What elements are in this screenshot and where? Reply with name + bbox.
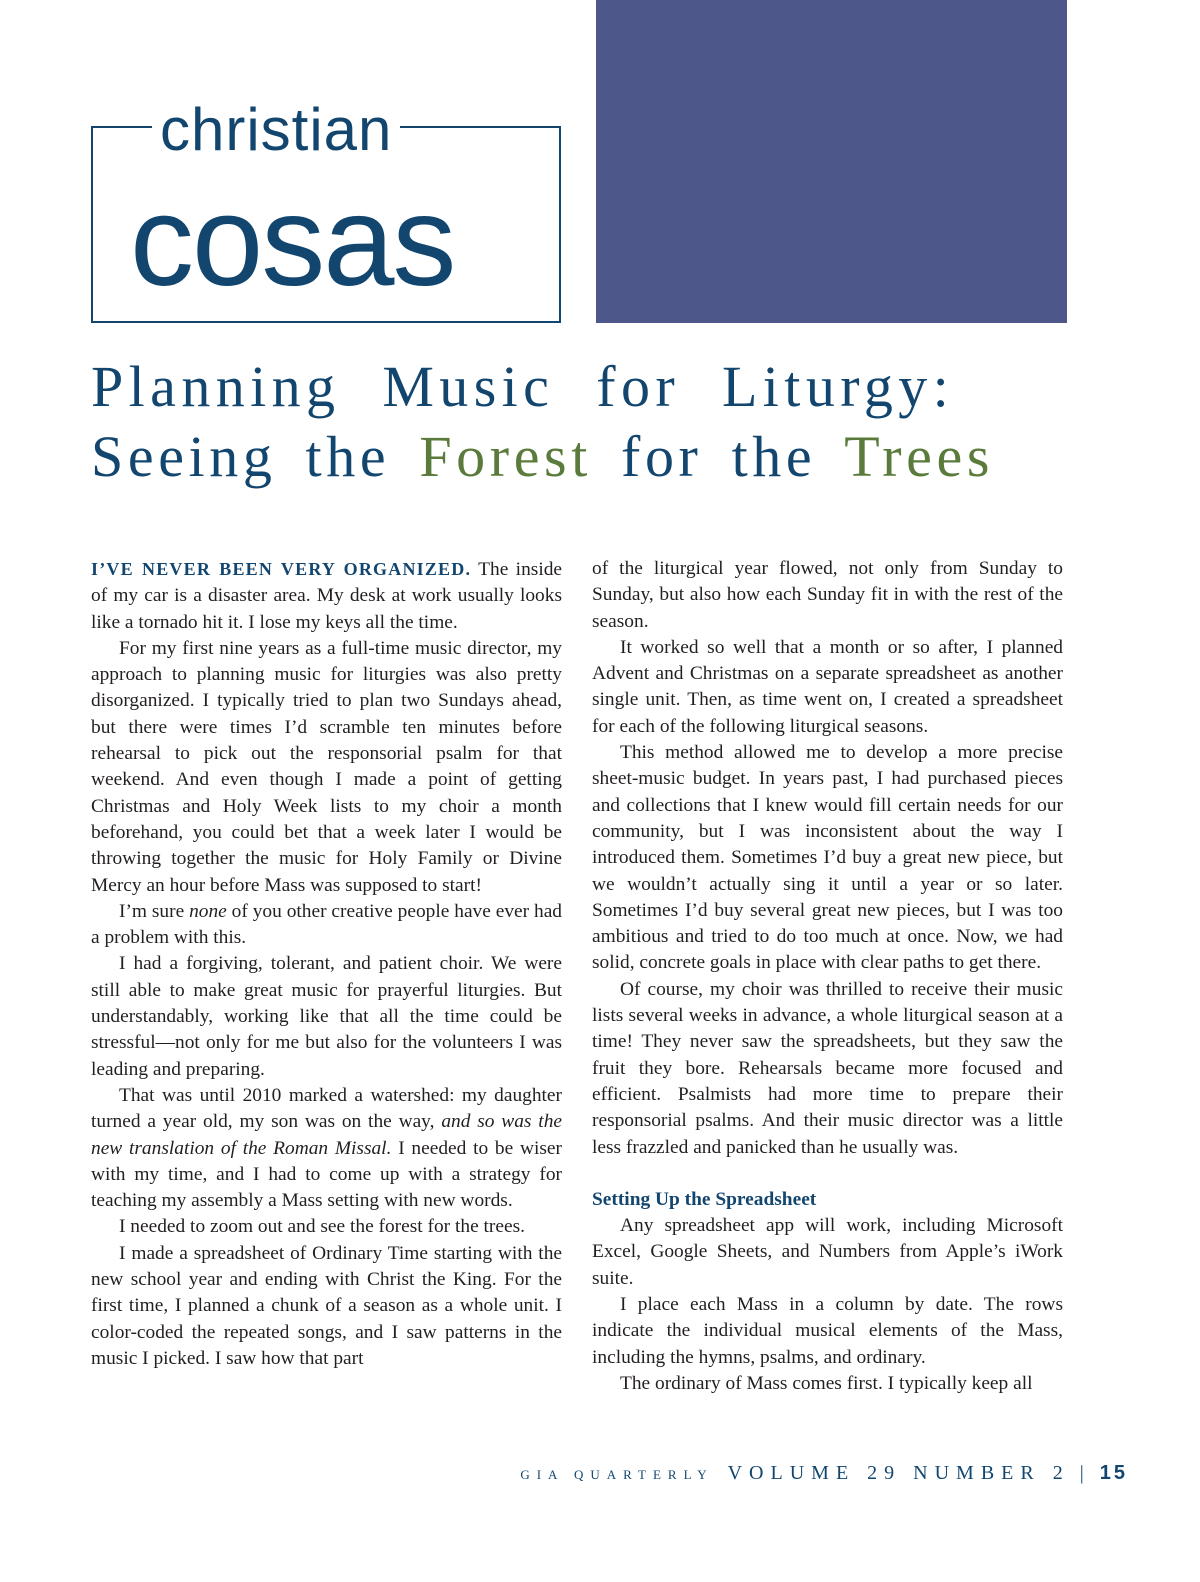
paragraph-1 (91, 556, 562, 636)
lead-in: I’VE NEVER BEEN VERY ORGANIZED. (91, 559, 472, 579)
paragraph-1-text: The inside of my car is a disaster area. My desk at work usually looks like a tornado hit it. I lose my keys all the time. (91, 559, 563, 633)
paragraph-5-pre: That was until 2010 marked a watershed: my daughter turned a year old, my son was on the way, (91, 1084, 562, 1133)
paragraph-12: I place each Mass in a column by date. The rows indicate the individual musical elements of the Mass, including the hymns, psalms, and ordinary. (592, 1294, 1063, 1368)
paragraph-3-pre: I’m sure (119, 900, 190, 922)
masthead-cosas: cosas (130, 170, 455, 313)
masthead-color-block (596, 0, 1067, 323)
article-column-right (592, 556, 1063, 1397)
paragraph-10: Of course, my choir was thrilled to receive their music lists several weeks in advance, a whole liturgical season at a time! They never saw the spreadsheets, but they saw the fruit they bore. Rehearsals became more focused and efficient. Psalmists had more time to prepare their responsorial psalms. And their music director was a little less frazzled and panicked than he usually was. (592, 978, 1063, 1158)
section-heading: Setting Up the Spreadsheet (592, 1188, 817, 1210)
footer-publication: GIA QUARTERLY (520, 1467, 714, 1482)
title-line-1: Planning Music for Liturgy: (91, 354, 955, 419)
paragraph-7-end: of the liturgical year flowed, not only from Sunday to Sunday, but also how each Sunday fit in with the rest of the season. (592, 558, 1063, 632)
paragraph-9: This method allowed me to develop a more precise sheet-music budget. In years past, I had purchased pieces and collections that I knew would fill certain needs for our community, but I was inconsistent about the way I introduced them. Sometimes I’d buy a great new piece, but we wouldn’t actually sing it until a year or so later. Sometimes I’d buy several great new pieces, but I was too ambitious and tried to do too much at once. Now, we had solid, concrete goals in place with clear paths to get there. (592, 742, 1063, 974)
paragraph-3-emphasis: none (189, 900, 227, 922)
title-line-2 (91, 422, 1067, 492)
paragraph-11: Any spreadsheet app will work, including Microsoft Excel, Google Sheets, and Numbers from Apple’s iWork suite. (592, 1215, 1063, 1289)
paragraph-5-post: I needed to be wiser with my time, and I had to come up with a strategy for teaching my assembly a Mass setting with new words. (91, 1137, 562, 1212)
paragraph-8: It worked so well that a month or so after, I planned Advent and Christmas on a separate spreadsheet as another single unit. Then, as time went on, I created a spreadsheet for each of the following liturgical seasons. (592, 636, 1063, 737)
paragraph-6: I needed to zoom out and see the forest for the trees. (119, 1216, 525, 1238)
masthead-christian: christian (152, 96, 400, 164)
article-title (91, 352, 1067, 492)
paragraph-4: I had a forgiving, tolerant, and patient choir. We were still able to make great music for prayerful liturgies. But understandably, working like that all the time could be stressful—not only for me but also for the volunteers I was leading and preparing. (91, 953, 562, 1080)
title-line-2-pre: Seeing the (91, 424, 420, 489)
paragraph-5-emphasis: and so was the new translation of the Roman Missal. (91, 1111, 562, 1159)
page-number: 15 (1099, 1462, 1128, 1484)
article-column-left (91, 556, 562, 1372)
title-accent-trees: Trees (844, 424, 995, 489)
paragraph-2: For my first nine years as a full-time music director, my approach to planning music for liturgies was also pretty disorganized. I typically tried to plan two Sundays ahead, but there were times I’d scramble ten minutes before rehearsal to pick out the responsorial psalm for that weekend. And even though I made a point of getting Christmas and Holy Week lists to my choir a month beforehand, you could bet that a week later I would be throwing together the music for Holy Family or Divine Mercy an hour before Mass was supposed to start! (91, 637, 562, 896)
paragraph-3-post: of you other creative people have ever had a problem with this. (91, 900, 563, 949)
page-footer (0, 1462, 1128, 1485)
title-line-2-mid: for the (591, 424, 845, 489)
paragraph-5 (91, 1083, 562, 1214)
footer-separator: | (1079, 1462, 1084, 1484)
footer-volume: VOLUME 29 NUMBER 2 (727, 1462, 1070, 1484)
paragraph-13: The ordinary of Mass comes first. I typically keep all (620, 1372, 1033, 1394)
paragraph-3 (91, 899, 562, 952)
paragraph-7-start: I made a spreadsheet of Ordinary Time starting with the new school year and ending with Christ the King. For the first time, I planned a chunk of a season as a whole unit. I color-coded the repeated songs, and I saw patterns in the music I picked. I saw how that part (91, 1242, 562, 1369)
title-accent-forest: Forest (419, 424, 592, 489)
